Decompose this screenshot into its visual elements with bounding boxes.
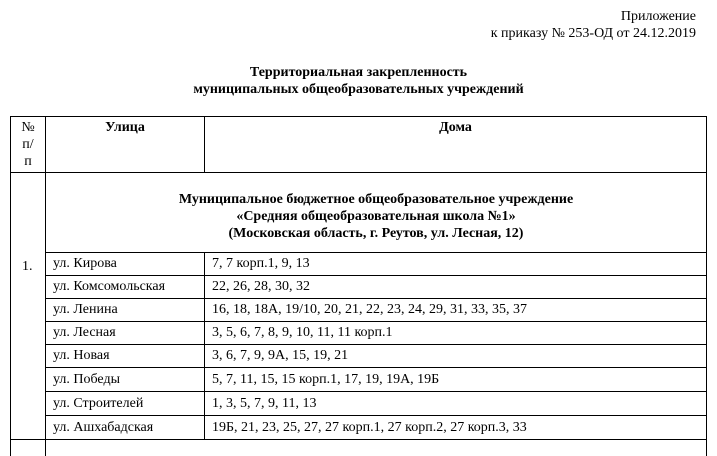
column-divider-num (45, 116, 46, 456)
title-line-2: муниципальных общеобразовательных учреждений (193, 82, 524, 97)
header-houses: Дома (439, 120, 472, 135)
row-divider (45, 367, 707, 368)
houses-cell: 22, 26, 28, 30, 32 (212, 279, 310, 294)
street-cell: ул. Лесная (53, 325, 116, 340)
houses-cell: 3, 6, 7, 9, 9А, 15, 19, 21 (212, 348, 349, 363)
table-border-top (10, 116, 707, 117)
row-divider (45, 321, 707, 322)
header-number-line: п (24, 154, 32, 169)
school-title-line-3: (Московская область, г. Реутов, ул. Лесная, 12) (228, 226, 524, 241)
street-cell: ул. Ленина (53, 302, 118, 317)
row-divider (45, 344, 707, 345)
houses-cell: 7, 7 корп.1, 9, 13 (212, 256, 310, 271)
header-number-line: № (21, 120, 35, 135)
row-divider (45, 298, 707, 299)
street-cell: ул. Комсомольская (53, 279, 166, 294)
houses-cell: 5, 7, 11, 15, 15 корп.1, 17, 19, 19А, 19Б (212, 372, 440, 387)
row-divider (45, 252, 707, 253)
appendix-line-1: Приложение (620, 9, 696, 24)
street-cell: ул. Строителей (53, 396, 144, 411)
table-border-right (706, 116, 707, 456)
houses-cell: 16, 18, 18А, 19/10, 20, 21, 22, 23, 24, 29, 31, 33, 35, 37 (212, 302, 527, 317)
appendix-line-2: к приказу № 253-ОД от 24.12.2019 (490, 26, 696, 41)
header-street: Улица (105, 120, 145, 135)
street-cell: ул. Кирова (53, 256, 117, 271)
section-divider (10, 439, 707, 440)
row-divider (45, 391, 707, 392)
houses-cell: 3, 5, 6, 7, 8, 9, 10, 11, 11 корп.1 (212, 325, 393, 340)
street-cell: ул. Победы (53, 372, 120, 387)
school-number: 1. (22, 259, 33, 274)
school-title (46, 191, 706, 242)
school-title-line-1: Муниципальное бюджетное общеобразовательное учреждение (178, 192, 574, 207)
row-divider (45, 275, 707, 276)
row-divider (45, 415, 707, 416)
school-title-line-2: «Средняя общеобразовательная школа №1» (236, 209, 516, 224)
houses-cell: 1, 3, 5, 7, 9, 11, 13 (212, 396, 317, 411)
appendix-note (491, 8, 696, 42)
header-number-column (11, 119, 45, 170)
column-divider-street (204, 252, 205, 439)
table-header-divider (10, 172, 707, 173)
document-title (0, 64, 717, 98)
houses-cell: 19Б, 21, 23, 25, 27, 27 корп.1, 27 корп.2, 27 корп.3, 33 (212, 420, 527, 435)
title-line-1: Территориальная закрепленность (249, 65, 468, 80)
street-cell: ул. Ашхабадская (53, 420, 154, 435)
header-number-line: п/ (22, 137, 34, 152)
street-cell: ул. Новая (53, 348, 110, 363)
